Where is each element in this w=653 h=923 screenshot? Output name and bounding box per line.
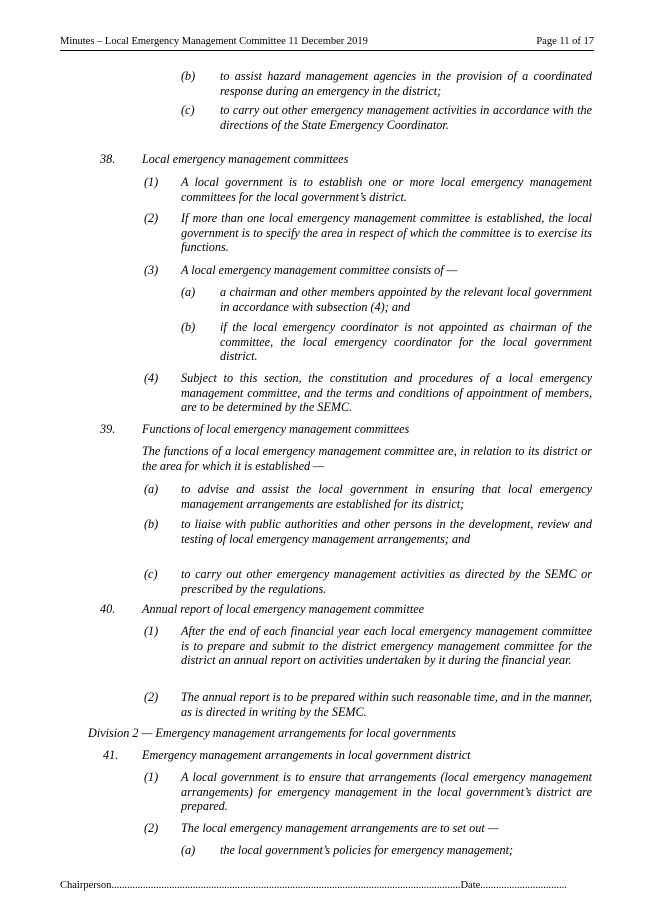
item-text: A local emergency management committee consists of —: [181, 263, 458, 277]
item-text: A local government is to establish one or more local emergency management committees for the local government’s district.: [181, 175, 592, 204]
header-title: Minutes – Local Emergency Management Committee 11 December 2019: [60, 36, 368, 47]
item-number: (1): [144, 624, 159, 638]
item-number: (b): [144, 517, 159, 531]
section-heading: Functions of local emergency management committees: [142, 422, 410, 436]
item-text: The annual report is to be prepared within such reasonable time, and in the manner, as is directed in writing by the SEMC.: [181, 690, 592, 719]
item-number: (2): [144, 211, 159, 225]
item-text: to carry out other emergency management activities in accordance with the directions of the State Emergency Coordinator.: [220, 103, 592, 132]
signature-line: Chairperson.....................................................................................................................................Date.................................: [60, 880, 567, 891]
item-text: The local emergency management arrangements are to set out —: [181, 821, 499, 835]
item-text: Subject to this section, the constitution and procedures of a local emergency management committee, and the terms and conditions of appointment of members, are to be determined by the SEMC.: [181, 371, 592, 414]
paragraph: The functions of a local emergency management committee are, in relation to its district or the area for which it is established —: [142, 444, 592, 473]
item-text: After the end of each financial year each local emergency management committee is to prepare and submit to the district emergency management committee for the district an annual report on activities undertaken by it during the financial year.: [181, 624, 592, 667]
item-text: a chairman and other members appointed by the relevant local government in accordance with subsection (4); and: [220, 285, 592, 314]
section-heading: Emergency management arrangements in local government district: [142, 748, 471, 762]
item-number: (c): [144, 567, 158, 581]
item-text: to carry out other emergency management activities as directed by the SEMC or prescribed by the regulations.: [181, 567, 592, 596]
page-number: Page 11 of 17: [536, 36, 594, 47]
item-number: (a): [181, 843, 196, 857]
division-heading: Division 2 — Emergency management arrangements for local governments: [88, 726, 456, 740]
item-text: A local government is to ensure that arrangements (local emergency management arrangements) for emergency management in the local government’s district are prepared.: [181, 770, 592, 813]
item-number: (a): [144, 482, 159, 496]
item-number: (a): [181, 285, 196, 299]
section-number: 38.: [100, 152, 116, 166]
item-text: to assist hazard management agencies in the provision of a coordinated response during an emergency in the district;: [220, 69, 592, 98]
item-text: to liaise with public authorities and other persons in the development, review and testing of local emergency management arrangements; and: [181, 517, 592, 546]
item-text: If more than one local emergency management committee is established, the local government is to specify the area in respect of which the committee is to exercise its functions.: [181, 211, 592, 254]
item-number: (b): [181, 69, 196, 83]
page-header: [60, 36, 594, 51]
item-text: to advise and assist the local government in ensuring that local emergency management arrangements are established for its district;: [181, 482, 592, 511]
item-number: (c): [181, 103, 195, 117]
item-number: (4): [144, 371, 159, 385]
item-number: (3): [144, 263, 159, 277]
item-number: (2): [144, 690, 159, 704]
item-number: (1): [144, 175, 159, 189]
section-number: 40.: [100, 602, 116, 616]
section-heading: Annual report of local emergency management committee: [142, 602, 425, 616]
item-number: (b): [181, 320, 196, 334]
item-number: (1): [144, 770, 159, 784]
section-heading: Local emergency management committees: [142, 152, 349, 166]
section-number: 39.: [100, 422, 116, 436]
item-number: (2): [144, 821, 159, 835]
section-number: 41.: [103, 748, 119, 762]
item-text: if the local emergency coordinator is not appointed as chairman of the committee, the local emergency coordinator for the local government district.: [220, 320, 592, 363]
item-text: the local government’s policies for emergency management;: [220, 843, 514, 857]
